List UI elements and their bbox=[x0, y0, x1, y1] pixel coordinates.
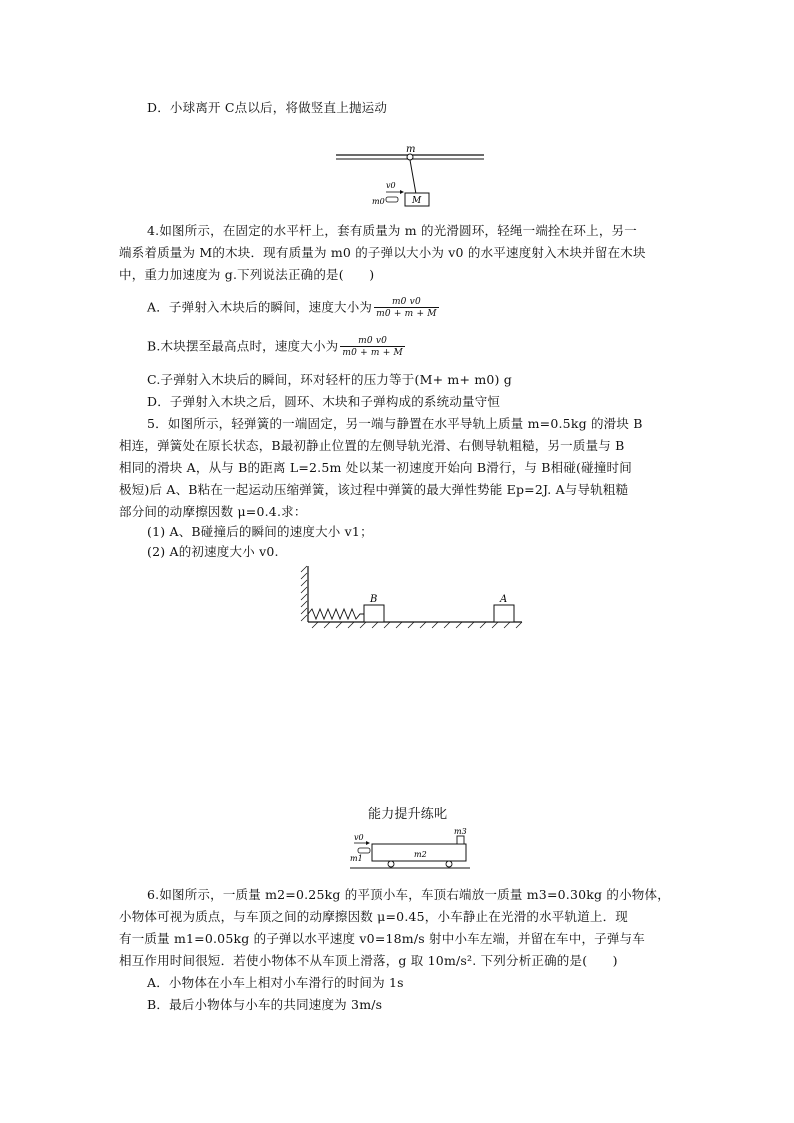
q6-line1: 6.如图所示，一质量 m2=0.25kg 的平顶小车，车顶右端放一质量 m3=0.30kg 的小物体， bbox=[147, 887, 670, 902]
cart-wheel-right bbox=[446, 861, 452, 867]
q5-sub1: (1) A、B碰撞后的瞬间的速度大小 v1； bbox=[147, 524, 373, 539]
q5-line1: 5．如图所示，轻弹簧的一端固定，另一端与静置在水平导轨上质量 m=0.5kg 的滑块 B bbox=[147, 416, 643, 431]
rope bbox=[410, 160, 416, 194]
bullet bbox=[386, 197, 398, 202]
q6-line4: 相互作用时间很短．若使小物体不从车顶上滑落，g 取 10m/s². 下列分析正确的是( ) bbox=[119, 953, 618, 968]
label-m: m bbox=[406, 144, 416, 155]
q6-line3: 有一质量 m1=0.05kg 的子弹以水平速度 v0=18m/s 射中小车左端，并留在车中，子弹与车 bbox=[119, 931, 645, 946]
figure-ring-rod-block bbox=[330, 140, 490, 212]
q6-option-a: A．小物体在小车上相对小车滑行的时间为 1s bbox=[147, 975, 404, 990]
q3-option-d: D．小球离开 C点以后，将做竖直上抛运动 bbox=[147, 100, 388, 115]
q4-stem-line3: 中，重力加速度为 g.下列说法正确的是( ) bbox=[119, 267, 375, 282]
label-B: B bbox=[370, 594, 378, 605]
label-A: A bbox=[500, 594, 508, 605]
block-m3 bbox=[457, 836, 464, 844]
figure-spring-track bbox=[296, 562, 528, 630]
q6-line2: 小物体可视为质点，与车顶之间的动摩擦因数 μ=0.45，小车静止在光滑的水平轨道上．现 bbox=[119, 909, 629, 924]
label-m0: m0 bbox=[372, 197, 385, 206]
label-v0: v0 bbox=[386, 181, 396, 190]
q4-option-d: D．子弹射入木块之后，圆环、木块和子弹构成的系统动量守恒 bbox=[147, 394, 501, 409]
spring bbox=[308, 609, 364, 619]
q4-stem-line2: 端系着质量为 M的木块．现有质量为 m0 的子弹以大小为 v0 的水平速度射入木块并留在木块 bbox=[119, 245, 646, 260]
q4-option-b-fraction: $\frac{m0 v0}{m0 + m + M}$ bbox=[342, 336, 403, 358]
section-title: 能力提升练叱 bbox=[368, 807, 448, 822]
q5-line3: 相同的滑块 A，从与 B的距离 L=2.5m 处以某一初速度开始向 B滑行，与 B相碰(碰撞时间 bbox=[119, 460, 632, 475]
figure-cart-bullet bbox=[348, 826, 472, 872]
label-m1: m1 bbox=[350, 854, 363, 863]
block-A bbox=[494, 605, 514, 622]
q5-sub2: (2) A的初速度大小 v0. bbox=[147, 544, 279, 559]
q4-option-b: B.木块摆至最高点时，速度大小为 $\frac{m0 v0}{m0 + m + M}$ bbox=[147, 336, 403, 358]
bullet bbox=[358, 848, 370, 853]
label-m3: m3 bbox=[454, 827, 467, 836]
q4-stem-line1: 4.如图所示，在固定的水平杆上，套有质量为 m 的光滑圆环，轻绳一端拴在环上，另一 bbox=[147, 223, 637, 238]
q5-line5: 部分间的动摩擦因数 μ=0.4.求： bbox=[119, 504, 307, 519]
q6-option-b: B．最后小物体与小车的共同速度为 3m/s bbox=[147, 997, 383, 1012]
label-M: M bbox=[412, 196, 422, 206]
wall-hatching bbox=[301, 566, 307, 621]
label-v0: v0 bbox=[354, 833, 364, 842]
q5-line2: 相连，弹簧处在原长状态，B最初静止位置的左侧导轨光滑、右侧导轨粗糙，另一质量与 B bbox=[119, 438, 625, 453]
track-hatching bbox=[312, 622, 522, 628]
q4-option-a: A．子弹射入木块后的瞬间，速度大小为 $\frac{m0 v0}{m0 + m + M}$ bbox=[147, 297, 437, 319]
q4-option-c: C.子弹射入木块后的瞬间，环对轻杆的压力等于(M+ m+ m0) g bbox=[147, 372, 512, 387]
label-m2: m2 bbox=[414, 850, 427, 859]
block-B bbox=[364, 605, 384, 622]
q5-line4: 极短)后 A、B粘在一起运动压缩弹簧，该过程中弹簧的最大弹性势能 Ep=2J. A与导轨粗糙 bbox=[119, 482, 629, 497]
q4-option-a-fraction: $\frac{m0 v0}{m0 + m + M}$ bbox=[376, 297, 437, 319]
cart-wheel-left bbox=[388, 861, 394, 867]
